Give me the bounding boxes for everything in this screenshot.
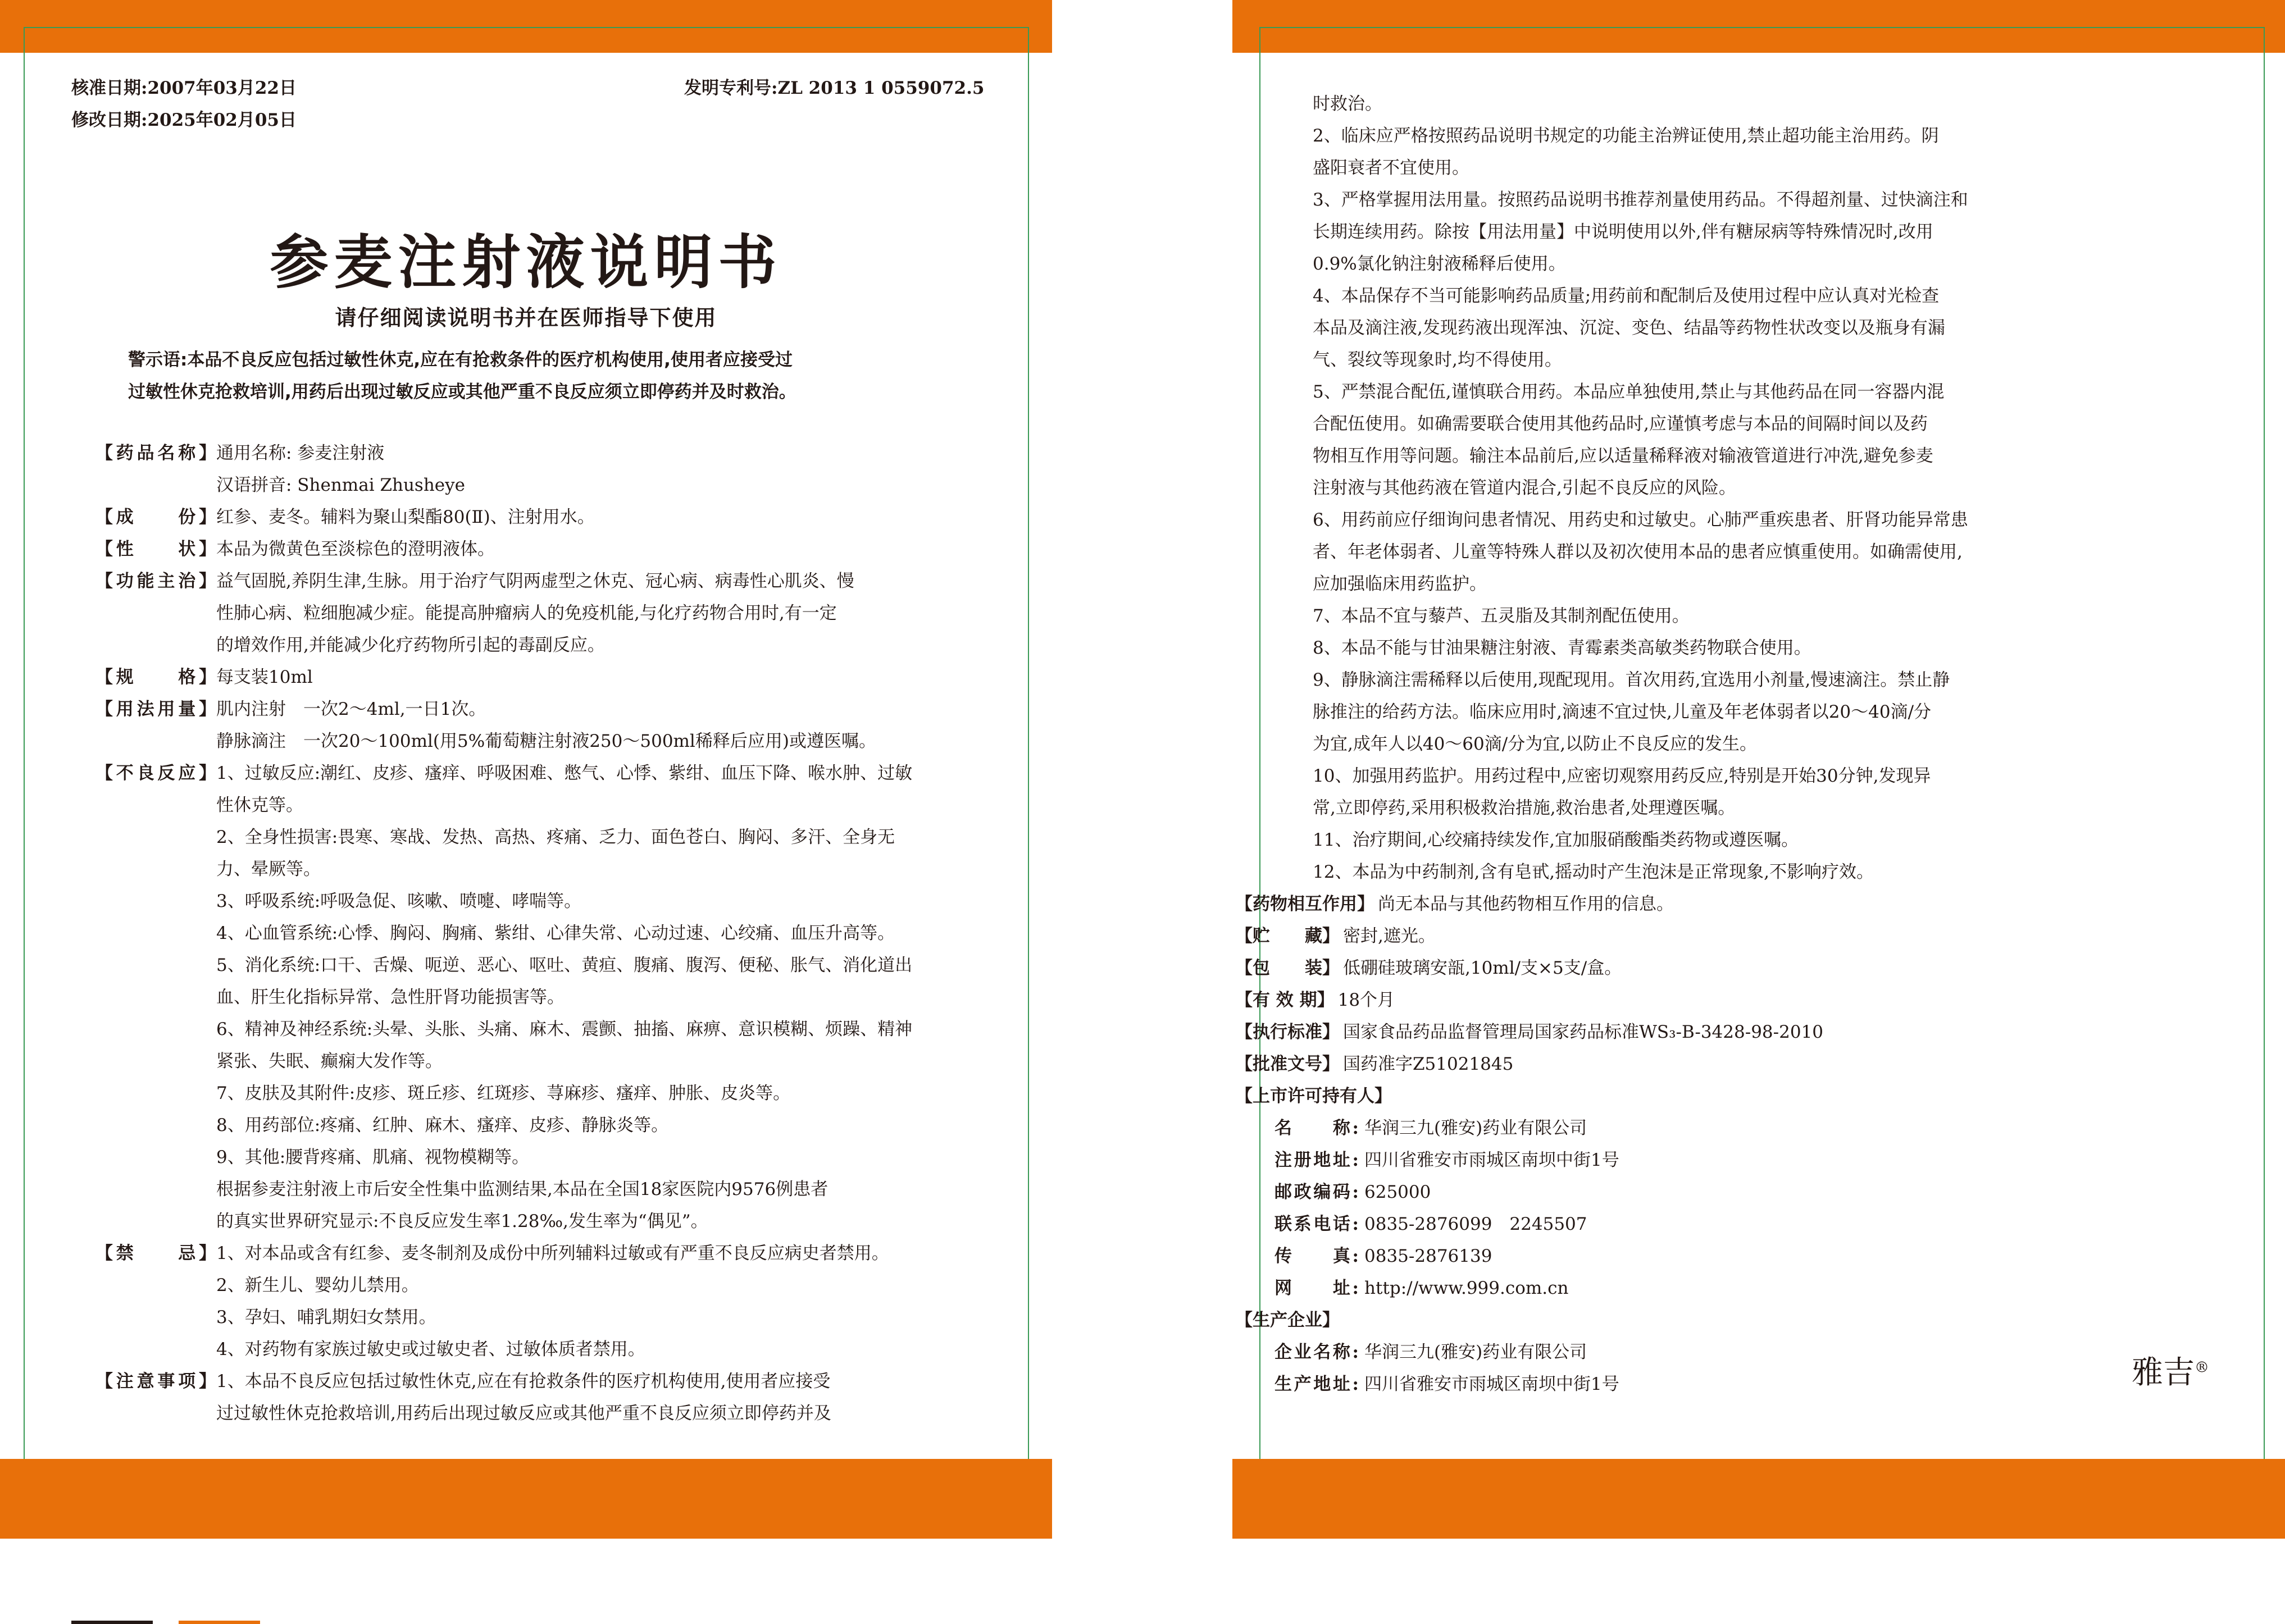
section-text: 性肺心病、粒细胞减少症。能提高肿瘤病人的免疫机能,与化疗药物合用时,有一定 [216,603,837,623]
section-row [1235,1080,2195,1112]
section-text: 长期连续用药。除按【用法用量】中说明使用以外,伴有糖尿病等特殊情况时,改用 [1313,222,1933,242]
section-text: 5、严禁混合配伍,谨慎联合用药。本品应单独使用,禁止与其他药品在同一容器内混 [1313,382,1945,402]
section-text: 2、新生儿、婴幼儿禁用。 [216,1275,419,1295]
section-text: 4、本品保存不当可能影响药品质量;用药前和配制后及使用过程中应认真对光检查 [1313,286,1940,306]
section-text: 0.9%氯化钠注射液稀释后使用。 [1313,254,1566,274]
section-label: 【性 状】 [95,539,216,559]
section-row [95,854,961,886]
section-text: 的增效作用,并能减少化疗药物所引起的毒副反应。 [216,635,605,655]
section-row [1313,792,2195,824]
approval-date: 核准日期:2007年03月22日 [71,78,297,98]
section-row [1235,1368,2195,1401]
section-text: 5、消化系统:口干、舌燥、呃逆、恶心、呕吐、黄疸、腹痛、腹泻、便秘、胀气、消化道出 [216,955,913,975]
section-row [1313,344,2195,376]
section-text: 气、裂纹等现象时,均不得使用。 [1313,350,1562,370]
bottom-orange-band [1232,1459,2285,1539]
section-text: 四川省雅安市雨城区南坝中街1号 [1364,1150,1619,1170]
section-text: 3、孕妇、哺乳期妇女禁用。 [216,1307,436,1328]
section-label: 【注意事项】 [95,1371,216,1392]
section-label: 【规 格】 [95,667,216,687]
section-text: 3、呼吸系统:呼吸急促、咳嗽、喷嚏、哮喘等。 [216,891,582,911]
section-row [95,469,961,501]
section-text: 常,立即停药,采用积极救治措施,救治患者,处理遵医嘱。 [1313,798,1736,818]
section-row [1313,376,2195,408]
section-text: 国家食品药品监督管理局国家药品标准WS₃-B-3428-98-2010 [1343,1022,1824,1042]
section-text: 益气固脱,养阴生津,生脉。用于治疗气阴两虚型之休克、冠心病、病毒性心肌炎、慢 [216,571,854,591]
section-label: 【执行标准】 [1235,1022,1340,1042]
footer-black-swatch [71,1621,153,1624]
section-text: 脉推注的给药方法。临床应用时,滴速不宜过快,儿童及年老体弱者以20～40滴/分 [1313,702,1932,722]
section-text: 3、严格掌握用法用量。按照药品说明书推荐剂量使用药品。不得超剂量、过快滴注和 [1313,190,1968,210]
section-text: 4、对药物有家族过敏史或过敏史者、过敏体质者禁用。 [216,1339,645,1360]
section-text: 625000 [1364,1182,1431,1202]
section-text: 0835-2876099 2245507 [1364,1214,1587,1234]
right-section-list [1235,88,2195,1401]
section-row [95,1110,961,1142]
section-label: 注册地址: [1274,1150,1359,1170]
section-text: 1、本品不良反应包括过敏性休克,应在有抢救条件的医疗机构使用,使用者应接受 [216,1371,831,1392]
section-text: 18个月 [1337,990,1395,1010]
section-row [95,886,961,918]
section-row [1313,760,2195,792]
section-row [95,694,961,726]
section-text: 9、其他:腰背疼痛、肌痛、视物模糊等。 [216,1147,530,1167]
section-text: 密封,遮光。 [1343,926,1436,946]
section-text: 时救治。 [1313,94,1382,114]
section-text: 本品及滴注液,发现药液出现浑浊、沉淀、变色、结晶等药物性状改变以及瓶身有漏 [1313,318,1945,338]
section-row [1313,536,2195,568]
section-row [1313,632,2195,664]
section-row [95,597,961,629]
section-text: 过过敏性休克抢救培训,用药后出现过敏反应或其他严重不良反应须立即停药并及 [216,1403,831,1424]
section-text: 本品为微黄色至淡棕色的澄明液体。 [216,539,495,559]
section-row [95,501,961,533]
section-row [1235,1304,2195,1336]
section-row [95,1398,961,1430]
section-text: 2、临床应严格按照药品说明书规定的功能主治辨证使用,禁止超功能主治用药。阴 [1313,126,1939,146]
section-row [95,1238,961,1270]
section-row [1313,280,2195,312]
section-row [1235,984,2195,1016]
section-label: 名 称: [1274,1118,1359,1138]
section-text: 的真实世界研究显示:不良反应发生率1.28‰,发生率为“偶见”。 [216,1211,708,1231]
section-row [95,982,961,1014]
section-text: 2、全身性损害:畏寒、寒战、发热、高热、疼痛、乏力、面色苍白、胸闷、多汗、全身无 [216,827,895,847]
section-text: 每支装10ml [216,667,313,687]
section-text: 力、晕厥等。 [216,859,321,879]
section-text: 华润三九(雅安)药业有限公司 [1364,1342,1587,1362]
warning-line: 过敏性休克抢救培训,用药后出现过敏反应或其他严重不良反应须立即停药并及时救治。 [128,382,796,402]
section-text: 1、过敏反应:潮红、皮疹、瘙痒、呼吸困难、憋气、心悸、紫绀、血压下降、喉水肿、过敏 [216,763,913,783]
section-text: 1、对本品或含有红参、麦冬制剂及成份中所列辅料过敏或有严重不良反应病史者禁用。 [216,1243,889,1263]
section-row [1235,952,2195,984]
section-label: 邮政编码: [1274,1182,1359,1202]
section-row [1235,1048,2195,1080]
brand-name: 雅吉 [2132,1354,2195,1391]
section-row [1313,728,2195,760]
section-text: 为宜,成年人以40～60滴/分为宜,以防止不良反应的发生。 [1313,734,1758,754]
section-row [95,1366,961,1398]
bottom-orange-band [0,1459,1052,1539]
revision-date: 修改日期:2025年02月05日 [71,110,297,130]
section-text: 10、加强用药监护。用药过程中,应密切观察用药反应,特别是开始30分钟,发现异 [1313,766,1931,786]
section-row [95,1142,961,1174]
section-label: 【药物相互作用】 [1235,894,1374,914]
section-row [95,758,961,790]
section-text: 7、本品不宜与藜芦、五灵脂及其制剂配伍使用。 [1313,606,1690,626]
section-row [95,726,961,758]
section-row [95,565,961,597]
section-row [1235,1272,2195,1304]
section-text: 四川省雅安市雨城区南坝中街1号 [1364,1374,1619,1394]
section-text: 6、用药前应仔细询问患者情况、用药史和过敏史。心肺严重疾患者、肝肾功能异常患 [1313,510,1968,530]
section-row [95,1078,961,1110]
section-text: 12、本品为中药制剂,含有皂甙,摇动时产生泡沫是正常现象,不影响疗效。 [1313,862,1874,882]
section-row [1235,1336,2195,1368]
section-text: 7、皮肤及其附件:皮疹、斑丘疹、红斑疹、荨麻疹、瘙痒、肿胀、皮炎等。 [216,1083,791,1103]
page-subtitle: 请仔细阅读说明书并在医师指导下使用 [335,305,717,330]
section-row [1313,120,2195,152]
section-row [1235,1240,2195,1272]
section-label: 企业名称: [1274,1342,1359,1362]
section-text: 根据参麦注射液上市后安全性集中监测结果,本品在全国18家医院内9576例患者 [216,1179,829,1199]
section-row [1235,1112,2195,1144]
section-label: 【禁 忌】 [95,1243,216,1263]
section-text: 者、年老体弱者、儿童等特殊人群以及初次使用本品的患者应慎重使用。如确需使用, [1313,542,1963,562]
section-label: 【批准文号】 [1235,1054,1340,1074]
section-text: 盛阳衰者不宜使用。 [1313,158,1469,178]
section-text: 6、精神及神经系统:头晕、头胀、头痛、麻木、震颤、抽搐、麻痹、意识模糊、烦躁、精神 [216,1019,913,1039]
section-text: 应加强临床用药监护。 [1313,574,1487,594]
registered-mark: ® [2195,1359,2209,1376]
section-row [1235,1144,2195,1176]
section-text: 8、本品不能与甘油果糖注射液、青霉素类高敏类药物联合使用。 [1313,638,1811,658]
patent-number: 发明专利号:ZL 2013 1 0559072.5 [684,78,985,98]
section-row [1235,1208,2195,1240]
section-row [1235,1016,2195,1048]
section-label: 【不良反应】 [95,763,216,783]
section-row [95,1334,961,1366]
section-row [95,533,961,565]
section-text: 注射液与其他药液在管道内混合,引起不良反应的风险。 [1313,478,1736,498]
section-text: 4、心血管系统:心悸、胸闷、胸痛、紫绀、心律失常、心动过速、心绞痛、血压升高等。 [216,923,895,943]
section-text: 血、肝生化指标异常、急性肝肾功能损害等。 [216,987,565,1007]
section-row [1235,920,2195,952]
section-row [1313,408,2195,440]
section-row [95,1046,961,1078]
section-label: 【包 装】 [1235,958,1340,978]
section-row [95,1014,961,1046]
section-text: 性休克等。 [216,795,303,815]
section-label: 【生产企业】 [1235,1310,1340,1330]
section-row [95,950,961,982]
section-text: 通用名称: 参麦注射液 [216,443,385,463]
section-text: 物相互作用等问题。输注本品前后,应以适量稀释液对输液管道进行冲洗,避免参麦 [1313,446,1933,466]
section-row [1313,600,2195,632]
page-title: 参麦注射液说明书 [270,227,782,296]
section-text: 静脉滴注 一次20～100ml(用5%葡萄糖注射液250～500ml稀释后应用)或遵医嘱。 [216,731,876,751]
section-row [1313,184,2195,216]
section-row [95,822,961,854]
section-row [1313,152,2195,184]
section-row [95,790,961,822]
warning-text [128,344,937,408]
section-row [1313,216,2195,248]
section-row [95,918,961,950]
section-text: http://www.999.com.cn [1364,1278,1569,1298]
section-row [1313,856,2195,888]
section-text: 汉语拼音: Shenmai Zhusheye [216,475,466,495]
section-text: 国药准字Z51021845 [1343,1054,1514,1074]
warning-line: 警示语:本品不良反应包括过敏性休克,应在有抢救条件的医疗机构使用,使用者应接受过 [128,350,793,370]
section-text: 紧张、失眠、癫痫大发作等。 [216,1051,443,1071]
section-label: 【功能主治】 [95,571,216,591]
section-row [95,1270,961,1302]
section-label: 【贮 藏】 [1235,926,1340,946]
section-row [1313,88,2195,120]
section-text: 红参、麦冬。辅料为聚山梨酯80(Ⅱ)、注射用水。 [216,507,595,527]
section-text: 合配伍使用。如确需要联合使用其他药品时,应谨慎考虑与本品的间隔时间以及药 [1313,414,1928,434]
section-row [1313,440,2195,472]
section-text: 8、用药部位:疼痛、红肿、麻木、瘙痒、皮疹、静脉炎等。 [216,1115,669,1135]
section-label: 【有 效 期】 [1235,990,1335,1010]
section-row [95,1206,961,1238]
section-row [95,437,961,469]
section-row [1235,1176,2195,1208]
section-row [1313,824,2195,856]
section-row [95,629,961,662]
section-text [1343,1304,2195,1336]
section-row [95,662,961,694]
section-row [1235,888,2195,920]
section-row [1313,568,2195,600]
section-text: 11、治疗期间,心绞痛持续发作,宜加服硝酸酯类药物或遵医嘱。 [1313,830,1799,850]
section-text: 9、静脉滴注需稀释以后使用,现配现用。首次用药,宜选用小剂量,慢速滴注。禁止静 [1313,670,1950,690]
section-row [95,1174,961,1206]
section-row [1313,504,2195,536]
section-text: 华润三九(雅安)药业有限公司 [1364,1118,1587,1138]
section-label: 生产地址: [1274,1374,1359,1394]
section-label: 【药品名称】 [95,443,216,463]
section-label: 【成 份】 [95,507,216,527]
left-section-list [95,437,961,1430]
section-row [1313,472,2195,504]
footer-orange-swatch [179,1621,260,1624]
section-label: 传 真: [1274,1246,1359,1266]
section-text: 0835-2876139 [1364,1246,1492,1266]
section-row [1313,664,2195,696]
section-label: 网 址: [1274,1278,1359,1298]
section-label: 【上市许可持有人】 [1235,1086,1392,1106]
section-row [1313,248,2195,280]
section-label: 【用法用量】 [95,699,216,719]
section-text: 肌内注射 一次2～4ml,一日1次。 [216,699,486,719]
section-row [1313,312,2195,344]
section-text: 尚无本品与其他药物相互作用的信息。 [1378,894,1674,914]
brand-logo [2132,1348,2209,1393]
section-row [1313,696,2195,728]
section-row [95,1302,961,1334]
section-label: 联系电话: [1274,1214,1359,1234]
section-text: 低硼硅玻璃安瓿,10ml/支×5支/盒。 [1343,958,1622,978]
section-text [1395,1080,2195,1112]
